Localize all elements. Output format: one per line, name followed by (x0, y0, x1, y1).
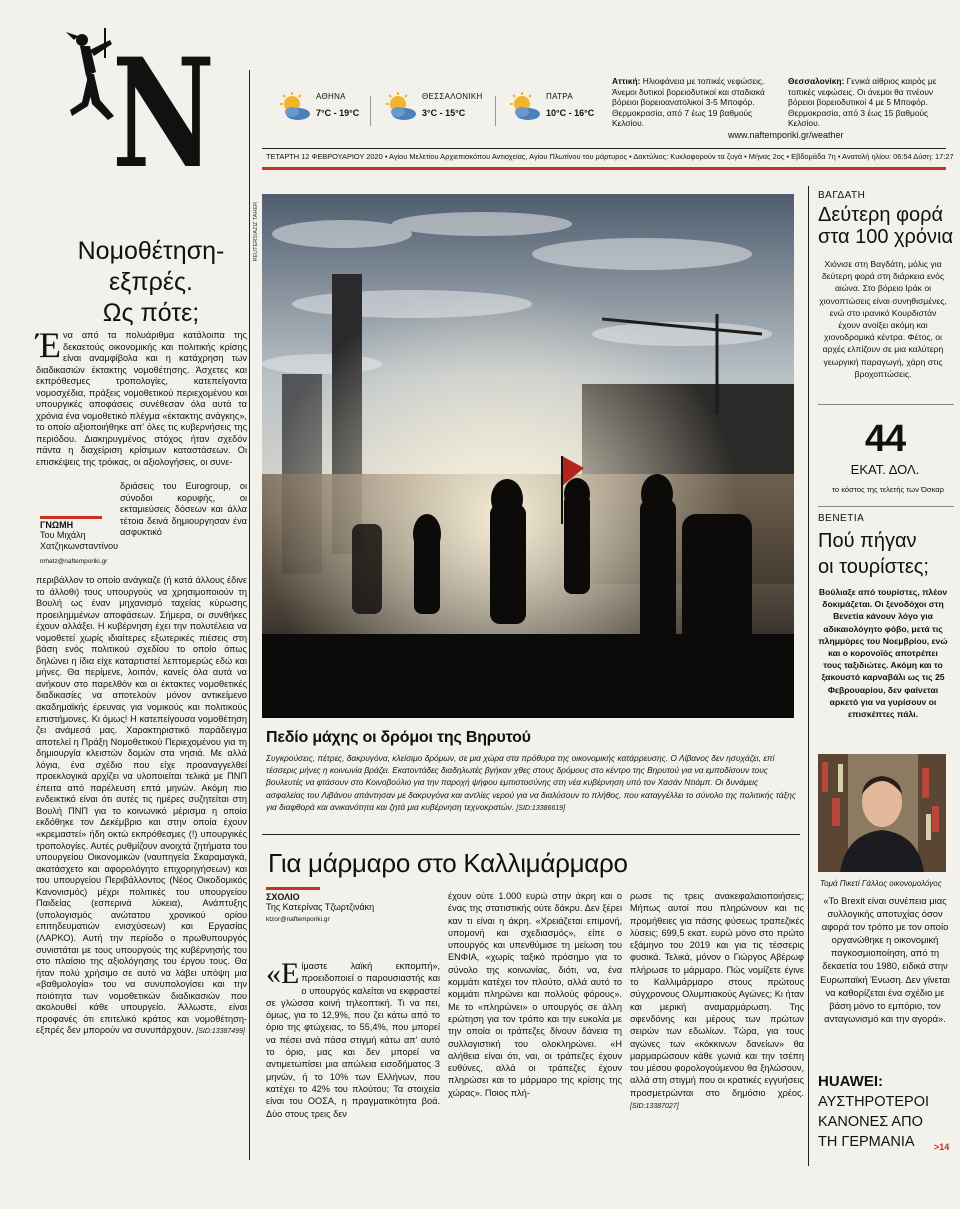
venice-title (818, 528, 958, 580)
editorial-body-main (36, 575, 247, 1038)
title-line: Νομοθέτηση- (77, 237, 225, 265)
byline-accent (40, 516, 102, 519)
sid-code: [SID:13386619] (516, 804, 566, 812)
oscars-caption: το κόστος της τελετής των Όσκαρ (832, 485, 944, 494)
editorial-body-side: δριάσεις του Eurogroup, οι σύνοδοι κορυφής, οι εκταμιεύσεις δόσεων και άλλα τέτοια δεινά δημιουργησαν ένα ασφυκτικό (120, 481, 247, 538)
city-temp: 3°C - 15°C (422, 108, 466, 118)
article-title: Για μάρμαρο στο Καλλιμάρμαρο (268, 848, 628, 878)
headline-line: ΑΥΣΤΗΡΟΤΕΡΟΙ (818, 1094, 930, 1110)
masthead-logo: N (112, 26, 215, 202)
editorial-title (56, 236, 246, 329)
hermes-logo-icon (60, 26, 120, 136)
drop-cap: Έ (36, 325, 61, 365)
sid-code: [SID:13387027] (630, 1103, 679, 1111)
author-email[interactable]: ktzor@naftemporiki.gr (266, 916, 330, 923)
oscars-figure: 44 (864, 418, 906, 460)
caption-text: Συγκρούσεις, πέτρες, δακρυγόνα, κλείσιμο δρόμων, σε μια χώρα στα πρόθυρα της οικονομικής κατάρρευσης. Ο Λίβανος δεν ησυχάζει, επί τέσσερις μήνες η κοινωνία βράζει. Εκατοντάδες διαδηλωτές βγήκαν χθες στους δρόμους στο κέντρο της Βηρυτού για να εμποδίσουν τους βουλευτές να φτάσουν στο Κοινοβούλιο για την παροχή ψήφου εμπιστοσύνης στη νέα κυβέρνηση υπό τον Χασάν Ντιάμπ. Οι δυνάμεις ασφαλείας του Λιβάνου απάντησαν με δακρυγόνα και αντλίες νερού για να διαλύσουν το πλήθος, που καταγγέλλει το σύνολο της πολιτικής τάξης για διαφθορά και ανικανότητα και ζητά μια κυβέρνηση τεχνοκρατών. (266, 753, 796, 812)
editorial-text: να από τα πολυάριθμα κατάλοιπα της δεκαετούς οικονομικής και πολιτικής κρίσης είναι αναμφίβολα και η κατάχρηση των διαδικασιών έκτακτης νομοθέτησης. Άσχετες και εκπρόθεσμες τροπολογίες, κατεπείγοντα νομοσχέδια, πράξεις νομοθετικού περιεχομένου και υπουργικές αποφάσεις συνέθεσαν όλα αυτά τα χρόνια ένα νομοθετικό πλέγμα «έκτακτης ανάγκης», το οποίο αξιοποιήθηκε απ' όλες τις κυβερνήσεις της περιόδου. Διακηρυγμένος στόχος ήταν σχεδόν πάντα η διαχείριση κρίσιμων καταστάσεων. Οι επισκέψεις της τρόικας, οι αξιολογήσεις, οι συνε- (36, 330, 247, 468)
sidebar-rule (818, 404, 954, 405)
partly-cloudy-icon (278, 92, 312, 122)
column-rule-right (808, 186, 809, 1166)
byline-accent (266, 887, 320, 890)
photo-credit: REUTERS/AZIZ TAHER (253, 202, 259, 262)
title-line: εξπρές. (109, 268, 193, 296)
title-line: στα 100 χρόνια (818, 226, 954, 248)
beirut-protest-photo (262, 194, 794, 718)
weather-thessaloniki-text (788, 76, 948, 129)
photo-caption-body (266, 752, 796, 815)
column-rule-left (249, 70, 250, 1160)
sunrise-sunset: • Ανατολή ηλίου: 06:54 Δύση: 17:27 (837, 152, 954, 161)
drop-cap: «Ε (266, 957, 300, 990)
title-line: Πού πήγαν (818, 530, 917, 552)
weather-url[interactable]: www.naftemporiki.gr/weather (728, 130, 844, 140)
article-column-3 (630, 890, 804, 1113)
piketty-portrait (818, 754, 946, 872)
article-byline (266, 892, 436, 923)
portrait-caption: Τομά Πικετί Γάλλος οικονομολόγος (820, 879, 942, 888)
month: • Μήνας 2ος (744, 152, 785, 161)
weather-patra (508, 90, 618, 130)
baghdad-body: Χιόνισε στη Βαγδάτη, μόλις για δεύτερη φορά στη διάρκεια ενός αιώνα. Στο βόρειο Ιράκ οι χιονοπτώσεις είναι συνηθισμένες, ενώ στο ιρανικό Κουρδιστάν έχουν ανοίξει ακόμη και χιονοδρομικά κέντρα. Φέτος, οι αρχές ελπίζουν σε μια καλύτερη γεωργική παραγωγή, χάρη στις βροχοπτώσεις. (819, 259, 947, 379)
saints: • Αγίου Μελετίου Αρχιεπισκόπου Αντιοχείας, Αγίου Πλωτίνου του μάρτυρος (384, 152, 628, 161)
accent-rule (262, 167, 946, 170)
weather-attica-label: Αττική: (612, 76, 641, 86)
weather-thess-label: Θεσσαλονίκη: (788, 76, 845, 86)
sidebar-rule (818, 506, 954, 507)
city-name: ΠΑΤΡΑ (546, 92, 573, 101)
city-name: ΘΕΣΣΑΛΟΝΙΚΗ (422, 92, 483, 101)
article-text: ρωσε τις τρεις ανακεφαλαιοποιήσεις; Μήπως αυτοί που πληρώνουν και τις προμήθειες για πάσης φύσεως τραπεζικές λύσεις; 699,5 εκατ. ευρώ μόνο στο πρώτο εξάμηνο του 2019 και για τις τέσσερις φυσικά. Τελικά, μόνον ο Γιώργος Αβέρωφ πλήρωσε το μάρμαρο. Πώς νομίζετε έγινε το Καλλιμάρμαρο στους πρώτους σύγχρονους Ολυμπιακούς Αγώνες; Κι ήταν και μερική αναμαρμάρωση. Της σφενδόνης και μέρους των πρώτων σειρών των εδωλίων. Τώρα, για τους αγώνες των «κόκκινων δανείων» θα μαρμαρώσουν κάθε γωνιά και την τσέπη του μέσου φορολογούμενου θα ξηλώσουν, αλλά στη στιγμή που οι κρατικές εγγυήσεις προσμετρώνται στο δημόσιο χρέος. (630, 891, 804, 1098)
huawei-label: HUAWEI: (818, 1073, 883, 1090)
weather-divider (370, 96, 371, 126)
author-name: Της Κατερίνας Τζωρτζινάκη (266, 902, 375, 912)
dateline-rule (262, 148, 946, 149)
photo-caption-title: Πεδίο μάχης οι δρόμοι της Βηρυτού (266, 729, 531, 746)
week: • Εβδομάδα 7η (786, 152, 836, 161)
weather-athens (278, 90, 388, 130)
dateline (266, 152, 956, 161)
venice-body: Βούλιαξε από τουρίστες, πλέον δοκιμάζεται. Οι ξενοδόχοι στη Βενετία κάνουν λόγο για αδικαιολόγητο φόβο, μετά τις πλημμύρες του Νοεμβρίου, ενώ και ο κορονοϊός αποτρέπει τους ταξιδιώτες. Ακόμη και το ξακουστό καρναβάλι ως τις 25 Φεβρουαρίου, δεν φαίνεται αρκετό για να γυρίσουν οι επισκέπτες πάλι. (818, 587, 948, 720)
editorial-body-top (36, 325, 247, 469)
city-name: ΑΘΗΝΑ (316, 92, 346, 101)
article-column-2: έχουν ούτε 1.000 ευρώ στην άκρη και ο ένας της στατιστικής ούτε δάκρυ. Δεν ξέρει καν τι είναι η άκρη. «Χρειάζεται επιμονή, υπομονή και σχεδιασμός», είπε ο υπουργός και υπενθύμισε τη μείωση του ΕΝΦΙΑ, «χωρίς ταξικό πρόσημο για το σύνολο της κοινωνίας, διότι, να, ένα κομμάτι κατέχει τον πλούτο, αλλά αυτό το κομμάτι πληρώνει και πολλούς φόρους». Με το «πληρώνει» ο υπουργός σε άλλη ερώτηση για τον τρόπο και την ευκολία με την οποία οι τράπεζες δίνουν δάνεια τη συλλογιστική του ολοκληρώνει. «Η αλήθεια είναι ότι, ναι, οι τράπεζες έχουν ευθύνες, αλλά οι τράπεζες έχουν πληρώσει και το μάρμαρο της κρίσης της χώρας». Ποιος πλή- (448, 891, 622, 1098)
page-reference[interactable]: >14 (934, 1142, 950, 1152)
partly-cloudy-icon (508, 92, 542, 122)
title-line: Δεύτερη φορά (818, 204, 944, 226)
headline-line: ΚΑΝΟΝΕΣ ΑΠΟ (818, 1114, 923, 1130)
author-line: Χατζηκωνσταντίνου (40, 541, 119, 551)
title-line: οι τουρίστες; (818, 556, 929, 578)
weather-attica (612, 76, 774, 129)
section-label-venice: ΒΕΝΕΤΙΑ (818, 513, 865, 524)
author-line: Του Μιχάλη (40, 530, 86, 540)
editorial-byline (40, 520, 120, 565)
weather-thess-body: Γενικά αίθριος καιρός με τοπικές νεφώσεις. Οι άνεμοι θα πνέουν βόρειοι βορειοδυτικοί 4 με 5 Μποφόρ. Θερμοκρασία, από 3 έως 15 βαθμούς Κελσίου. (788, 76, 937, 129)
partly-cloudy-icon (384, 92, 418, 122)
section-label-baghdad: ΒΑΓΔΑΤΗ (818, 190, 866, 201)
section-label: ΣΧΟΛΙΟ (266, 892, 300, 902)
title-line: Ως πότε; (102, 299, 200, 327)
section-label: ΓΝΩΜΗ (40, 520, 74, 530)
weather-thessaloniki (384, 90, 494, 130)
editorial-text: περιβάλλον το οποίο ανάγκαζε (ή κατά άλλους έδινε το άλλοθι) τους υπουργούς να χρησιμοποιούν τη Βουλή ως έναν μηχανισμό ταχείας κύρωσης προειλημμένων αποφάσεων. Σήμερα, οι συνθήκες έχουν αλλάξει. Η κυβέρνηση έχει την πολυτέλεια να νομοθετεί χωρίς ιδιαίτερες εξωτερικές πιέσεις στη βάση ενός πολιτικού σχεδίου το οποίο όπως δηλώνει η ίδια είχε καταρτιστεί λεπτομερώς εδώ και μήνες. Θα περίμενε, λοιπόν, κανείς όλα αυτά να ανήκουν στο παρελθόν και οι έκτακτες νομοθετικές διαδικασίες να αποτελούν μόνον αντικείμενο ακαδημαϊκής έρευνας για νομικούς και πολιτικούς επιστήμονες. Κι όμως! Η κατεπείγουσα νομοθέτηση ζει ανάμεσά μας. Χαρακτηριστικό παράδειγμα αποτελεί η Πράξη Νομοθετικού Περιεχομένου για τη δημιουργία κλειστών δομών στα νησιά. Με αλλά λόγια, ένα σχέδιο που είχε προαναγγελθεί προεκλογικά αρχίζει να υλοποιείται τελικά με ΠΝΠ έπειτα από παρέλευση επτά μηνών. Ακόμη πιο ενδεικτικό είναι ότι αυτές τις ημέρες συζητείται στη Βουλή ΠΝΠ για το κοινωνικό μέρισμα η οποία εκδόθηκε τον Δεκέμβριο και στην οποία έχουν «κρεμαστεί» ήδη οκτώ εκπρόθεσμες (!) υπουργικές τροπολογίες. Αυτές ρυθμίζουν ανοιχτά ζητήματα του υπουργείου Οικονομικών (ναυπηγεία Σκαραμαγκά, ακατάσχετο και αφορολόγητο επιχορηγήσεων) και του υπουργείου Περιβάλλοντος (Νέος Οικοδομικός Κανονισμός) μέχρι πολιτικές του υπουργείου Παιδείας (εσπερινά λύκεια), Ανάπτυξης (υπολογισμός ανώτατου χρονικού ορίου επιτηδευματιών ενισχύσεων) και Εργασίας (ΛΑΡΚΟ). Αυτή την περίοδο ο πρωθυπουργός συνιστάται με τους υπουργούς της κυβέρνησής του στο πλαίσιο της αξιολόγησης του έργου τους. Θα ήταν πολύ χρήσιμο σε αυτό να λάβει υπόψη μια «βαθμολογία» του να συνυπολογίσει και την ποιότητα των νομοθετικών διαδικασιών που ακολουθεί κάθε υπουργείο. Άλλωστε, είναι προφανές ότι επιτελικό κράτος και νομοθέτηση-εξπρές δεν μπορούν να συνυπάρχουν. (36, 575, 247, 1036)
sid-code: [SID:13387499] (196, 1028, 245, 1036)
article-rule (262, 834, 800, 835)
city-temp: 7°C - 19°C (316, 108, 360, 118)
article-text: ίμαστε λαϊκή εκπομπή», προειδοποιεί ο παρουσιαστής και ο υπουργός καλείται να εκφραστεί σε γλώσσα κοινή τηλεοπτική. Τι να πει, όμως, για το 12,9%, που ζει κάτω από το όριο της φτώχειας, το 55,4%, που μπορεί να πέσει ανά πάσα στιγμή κάτω απ' αυτό το όριο, μας και δεν μπορεί να αντιμετωπίσει μια απώλεια εισοδήματος 3 μηνών, ή το 10% των Ελλήνων, που κατέχει το 42% του πλούτου; Τα στοιχεία είναι του ΟΟΣΑ, η πραγματικότητα βοά. Δύο στους τρεις δεν (266, 961, 440, 1119)
piketty-quote: «Το Brexit είναι συνέπεια μιας συλλογικής αποτυχίας όσον αφορά τον τρόπο με τον οποίο οργανώθηκε η οικονομική παγκοσμιοποίηση, από τη δεκαετία του 1980, ειδικά στην Ευρωπαϊκή Ένωση. Δεν γίνεται να καθορίζεται ένα σχέδιο με βάση μόνο το εμπόριο, τον ανταγωνισμό και την αγορά». (820, 895, 950, 1024)
article-column-1 (266, 957, 440, 1120)
city-temp: 10°C - 16°C (546, 108, 595, 118)
weather-attica-text: Ηλιοφάνεια με τοπικές νεφώσεις. Άνεμοι δυτικοί βορειοδυτικοί και σταδιακά βόρειοι βορειοανατολικοί 3-5 Μποφόρ. Θερμοκρασία, από 7 έως 19 βαθμούς Κελσίου. (612, 76, 765, 129)
weather-divider (495, 96, 496, 126)
headline-line: ΤΗ ΓΕΡΜΑΝΙΑ (818, 1134, 915, 1150)
oscars-unit: ΕΚΑΤ. ΔΟΛ. (850, 462, 920, 477)
date: ΤΕΤΑΡΤΗ 12 ΦΕΒΡΟΥΑΡΙΟΥ 2020 (266, 152, 383, 161)
car-rotation: • Δακτύλιος: Κυκλοφορούν τα ζυγά (629, 152, 743, 161)
baghdad-title (818, 204, 958, 248)
author-email[interactable]: mhatz@naftemporiki.gr (40, 558, 108, 565)
